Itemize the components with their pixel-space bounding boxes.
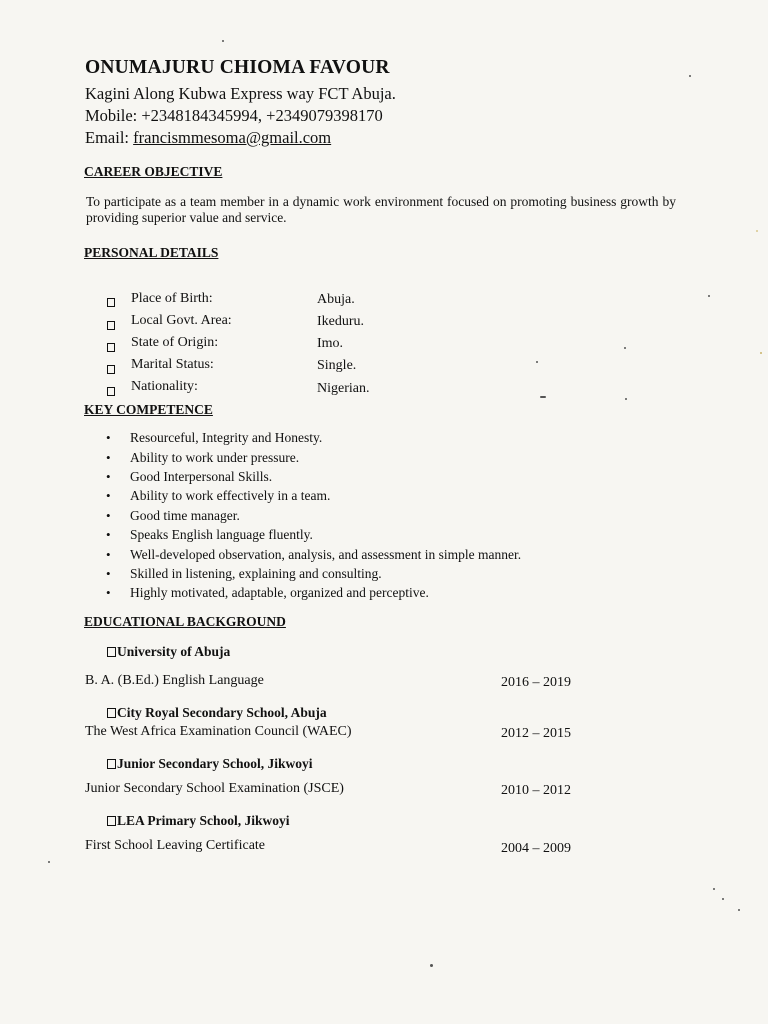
mobile-line: Mobile: +2348184345994, +2349079398170 xyxy=(85,106,383,125)
school-name: University of Abuja xyxy=(107,644,230,660)
competence-item: Ability to work effectively in a team. xyxy=(130,488,331,503)
detail-value: Imo. xyxy=(317,336,344,351)
detail-label: Marital Status: xyxy=(131,357,214,372)
checkbox-icon xyxy=(107,384,115,400)
detail-value: Nigerian. xyxy=(317,381,370,396)
competence-item: Resourceful, Integrity and Honesty. xyxy=(130,430,323,445)
bullet-icon: • xyxy=(106,450,111,465)
detail-label: State of Origin: xyxy=(131,335,219,350)
qualification: B. A. (B.Ed.) English Language xyxy=(85,673,264,688)
checkbox-icon xyxy=(107,647,116,657)
address-line: Kagini Along Kubwa Express way FCT Abuja. xyxy=(85,84,396,103)
detail-value: Ikeduru. xyxy=(317,314,365,329)
competence-item: Well-developed observation, analysis, and assessment in simple manner. xyxy=(130,547,522,562)
checkbox-icon xyxy=(107,340,115,356)
checkbox-icon xyxy=(107,295,115,311)
date-range: 2004 – 2009 xyxy=(501,841,571,856)
bullet-icon: • xyxy=(106,488,111,503)
competence-item: Ability to work under pressure. xyxy=(130,450,300,465)
checkbox-icon xyxy=(107,816,116,826)
detail-label: Nationality: xyxy=(131,379,198,394)
email-label: Email: xyxy=(85,128,134,147)
school-name: Junior Secondary School, Jikwoyi xyxy=(107,756,313,772)
detail-label: Place of Birth: xyxy=(131,291,213,306)
competence-item: Highly motivated, adaptable, organized and perceptive. xyxy=(130,585,429,600)
bullet-icon: • xyxy=(106,585,111,600)
checkbox-icon xyxy=(107,708,116,718)
competence-item: Good Interpersonal Skills. xyxy=(130,469,273,484)
email-line xyxy=(85,128,331,148)
detail-value: Abuja. xyxy=(317,292,355,307)
date-range: 2012 – 2015 xyxy=(501,726,571,741)
bullet-icon: • xyxy=(106,508,111,523)
checkbox-icon xyxy=(107,362,115,378)
checkbox-icon xyxy=(107,318,115,334)
bullet-icon: • xyxy=(106,430,111,445)
detail-label: Local Govt. Area: xyxy=(131,313,232,328)
qualification: Junior Secondary School Examination (JSCE) xyxy=(85,781,344,796)
bullet-icon: • xyxy=(106,547,111,562)
bullet-icon: • xyxy=(106,527,111,542)
competence-item: Skilled in listening, explaining and consulting. xyxy=(130,566,382,581)
education-heading: EDUCATIONAL BACKGROUND xyxy=(84,614,286,629)
qualification: The West Africa Examination Council (WAEC) xyxy=(85,724,352,739)
school-name: City Royal Secondary School, Abuja xyxy=(107,705,327,721)
checkbox-icon xyxy=(107,759,116,769)
school-name: LEA Primary School, Jikwoyi xyxy=(107,813,290,829)
competence-item: Good time manager. xyxy=(130,508,240,523)
bullet-icon: • xyxy=(106,469,111,484)
career-objective-heading: CAREER OBJECTIVE xyxy=(84,164,223,179)
date-range: 2016 – 2019 xyxy=(501,675,571,690)
personal-details-heading: PERSONAL DETAILS xyxy=(84,245,219,260)
competence-item: Speaks English language fluently. xyxy=(130,527,313,542)
detail-value: Single. xyxy=(317,358,357,373)
career-objective-text: To participate as a team member in a dynamic work environment focused on promoting business growth by providing superior value and service. xyxy=(86,194,676,225)
key-competence-heading: KEY COMPETENCE xyxy=(84,402,213,417)
qualification: First School Leaving Certificate xyxy=(85,838,266,853)
bullet-icon: • xyxy=(106,566,111,581)
email-link[interactable]: francismmesoma@gmail.com xyxy=(133,128,332,147)
date-range: 2010 – 2012 xyxy=(501,783,571,798)
applicant-name: ONUMAJURU CHIOMA FAVOUR xyxy=(85,57,390,78)
